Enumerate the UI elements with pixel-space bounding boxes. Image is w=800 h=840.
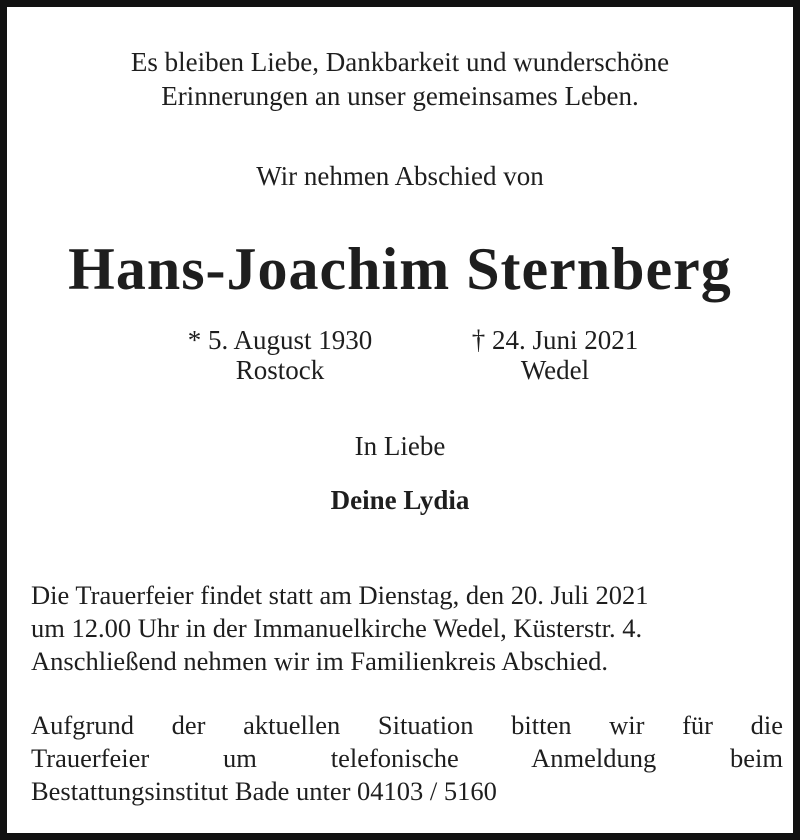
signature: Deine Lydia <box>330 485 470 515</box>
closing-phrase: In Liebe <box>354 431 446 461</box>
deceased-name: Hans-Joachim Sternberg <box>68 236 732 302</box>
death-place: Wedel <box>520 355 590 385</box>
notice-line-2: Trauerfeier um telefonische Anmeldung beim <box>31 743 783 773</box>
funeral-line-1: Die Trauerfeier findet statt am Dienstag, den 20. Juli 2021 <box>31 580 649 610</box>
birth-date: * 5. August 1930 <box>187 325 373 355</box>
intro-line-2: Erinnerungen an unser gemeinsames Leben. <box>161 81 639 111</box>
funeral-line-3: Anschließend nehmen wir im Familienkreis Abschied. <box>31 646 608 676</box>
birth-place: Rostock <box>235 355 325 385</box>
birth-block <box>155 325 405 385</box>
death-block <box>435 325 675 385</box>
intro-line-1: Es bleiben Liebe, Dankbarkeit und wunderschöne <box>130 47 670 77</box>
notice-line-3: Bestattungsinstitut Bade unter 04103 / 5160 <box>31 776 497 806</box>
notice-line-1: Aufgrund der aktuellen Situation bitten wir für die <box>31 710 783 740</box>
death-date: † 24. Juni 2021 <box>471 325 639 355</box>
farewell-text: Wir nehmen Abschied von <box>256 161 544 191</box>
funeral-line-2: um 12.00 Uhr in der Immanuelkirche Wedel, Küsterstr. 4. <box>31 613 643 643</box>
